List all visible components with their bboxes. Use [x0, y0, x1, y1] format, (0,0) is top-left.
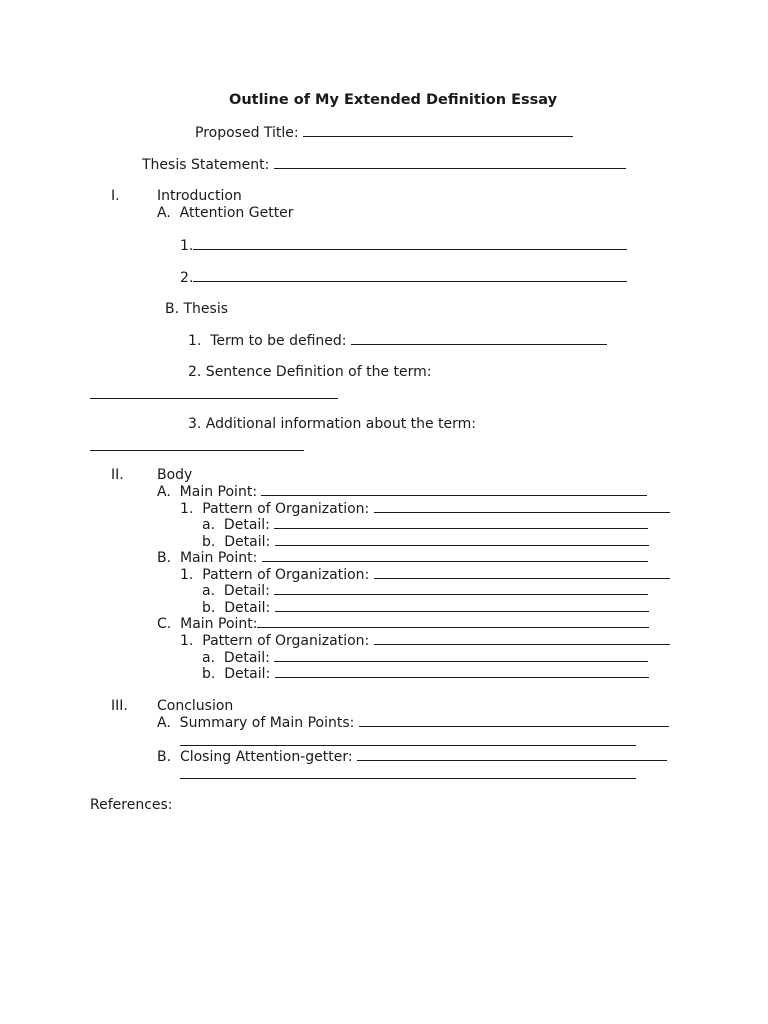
attention-item-2-number: 2.: [180, 270, 194, 286]
attention-getter-label: A. Attention Getter: [157, 205, 294, 221]
detail-b-b-row: [202, 599, 649, 616]
detail-c-a-blank[interactable]: [274, 649, 648, 662]
main-point-b-blank[interactable]: [262, 549, 648, 562]
attention-item-2-blank[interactable]: [193, 269, 627, 282]
additional-info-label: 3. Additional information about the term:: [188, 416, 477, 432]
pattern-a-row: [180, 500, 670, 517]
attention-item-2: [180, 269, 627, 286]
summary-row: [157, 714, 669, 731]
pattern-c-label: 1. Pattern of Organization:: [180, 633, 370, 649]
summary-label: A. Summary of Main Points:: [157, 715, 355, 731]
detail-a-a-row: [202, 516, 648, 533]
term-to-define-blank[interactable]: [351, 332, 607, 345]
detail-a-b-blank[interactable]: [275, 533, 649, 546]
attention-item-1-blank[interactable]: [193, 237, 627, 250]
thesis-statement-label: Thesis Statement:: [142, 157, 270, 173]
attention-item-1-number: 1.: [180, 238, 194, 254]
pattern-a-label: 1. Pattern of Organization:: [180, 501, 370, 517]
thesis-statement-blank[interactable]: [274, 156, 626, 169]
detail-b-b-label: b. Detail:: [202, 600, 271, 616]
term-to-define-row: [188, 332, 607, 349]
section-heading-intro: Introduction: [157, 188, 242, 204]
section-heading-body: Body: [157, 467, 193, 483]
pattern-b-blank[interactable]: [374, 566, 670, 579]
detail-b-a-row: [202, 582, 648, 599]
main-point-c-blank[interactable]: [257, 615, 649, 628]
references-label: References:: [90, 797, 173, 813]
closing-blank-line-2[interactable]: [180, 778, 636, 779]
pattern-c-row: [180, 632, 670, 649]
pattern-a-blank[interactable]: [374, 500, 670, 513]
term-to-define-label: 1. Term to be defined:: [188, 333, 347, 349]
detail-c-b-blank[interactable]: [275, 665, 649, 678]
detail-a-b-label: b. Detail:: [202, 534, 271, 550]
detail-c-a-label: a. Detail:: [202, 650, 270, 666]
thesis-label: B. Thesis: [165, 301, 229, 317]
detail-b-a-label: a. Detail:: [202, 583, 270, 599]
detail-a-a-label: a. Detail:: [202, 517, 270, 533]
main-point-a-label: A. Main Point:: [157, 484, 258, 500]
additional-info-blank[interactable]: [90, 450, 304, 451]
closing-label: B. Closing Attention-getter:: [157, 749, 353, 765]
detail-c-b-label: b. Detail:: [202, 666, 271, 682]
sentence-definition-label: 2. Sentence Definition of the term:: [188, 364, 432, 380]
proposed-title-label: Proposed Title:: [195, 125, 299, 141]
closing-blank[interactable]: [357, 748, 667, 761]
detail-c-b-row: [202, 665, 649, 682]
main-point-a-row: [157, 483, 647, 500]
detail-b-a-blank[interactable]: [274, 582, 648, 595]
main-point-c-row: [157, 615, 649, 632]
main-point-b-row: [157, 549, 648, 566]
section-heading-conclusion: Conclusion: [157, 698, 234, 714]
section-numeral-conclusion: III.: [111, 698, 128, 714]
thesis-statement-row: [142, 156, 626, 173]
main-point-b-label: B. Main Point:: [157, 550, 258, 566]
proposed-title-row: [195, 124, 573, 141]
detail-c-a-row: [202, 649, 648, 666]
detail-b-b-blank[interactable]: [275, 599, 649, 612]
summary-blank[interactable]: [359, 714, 669, 727]
page-title: Outline of My Extended Definition Essay: [229, 92, 558, 108]
summary-blank-line-2[interactable]: [180, 745, 636, 746]
pattern-b-row: [180, 566, 670, 583]
section-numeral-body: II.: [111, 467, 124, 483]
pattern-c-blank[interactable]: [374, 632, 670, 645]
pattern-b-label: 1. Pattern of Organization:: [180, 567, 370, 583]
closing-row: [157, 748, 667, 765]
detail-a-a-blank[interactable]: [274, 516, 648, 529]
attention-item-1: [180, 237, 627, 254]
main-point-c-label: C. Main Point:: [157, 616, 258, 632]
main-point-a-blank[interactable]: [261, 483, 647, 496]
section-numeral-intro: I.: [111, 188, 120, 204]
proposed-title-blank[interactable]: [303, 124, 573, 137]
detail-a-b-row: [202, 533, 649, 550]
sentence-definition-blank[interactable]: [90, 398, 338, 399]
